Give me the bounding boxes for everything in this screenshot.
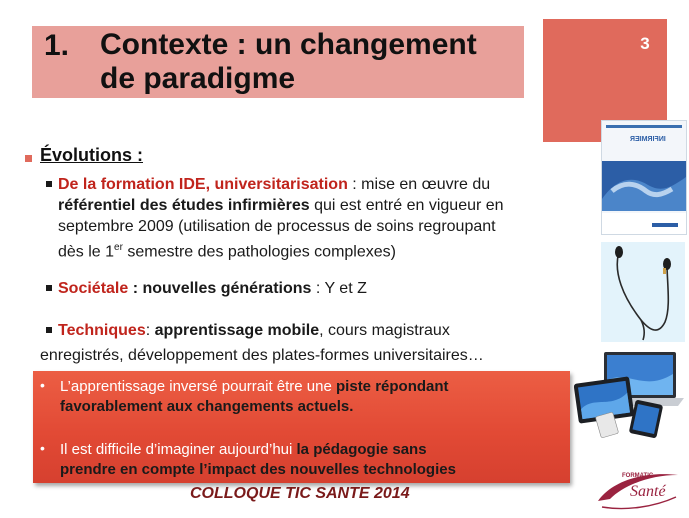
callout-item1-line2 — [60, 397, 353, 416]
callout-item1-line1 — [60, 377, 449, 396]
square-bullet-icon — [46, 327, 52, 333]
bullet3-colon: : — [145, 322, 155, 339]
formatic-sante-logo — [592, 467, 684, 513]
callout-item2-bold1: la pédagogie sans — [296, 441, 427, 458]
callout-item1-bold1: piste répondant — [336, 378, 449, 395]
bullet3-red-label: Techniques — [58, 322, 146, 339]
section-heading: Évolutions : — [40, 145, 143, 165]
bullet2-line — [58, 278, 367, 299]
earphones-image — [601, 242, 685, 342]
bullet2-red-label: Sociétale — [58, 280, 129, 297]
bullet1-line2 — [58, 195, 504, 216]
bullet1-line1 — [58, 174, 490, 195]
callout-item2-line2 — [60, 460, 456, 479]
bullet3-line2: enregistrés, développement des plates-formes universitaires… — [40, 347, 484, 364]
square-bullet-icon — [46, 181, 52, 187]
bullet1-line4 — [58, 237, 396, 262]
bullet1-line4-post: semestre des pathologies complexes) — [122, 243, 396, 261]
callout-item2-bold2: prendre en compte l’impact des nouvelles technologies — [60, 461, 456, 478]
laptop-tablet-phone-icon — [574, 350, 686, 438]
devices-image — [574, 350, 686, 438]
bullet3-rest: , cours magistraux — [319, 322, 450, 339]
callout-item1-pre: L’apprentissage inversé pourrait être une — [60, 378, 337, 395]
bullet2-rest: : Y et Z — [311, 280, 367, 297]
bullet1-line4-sup: er — [114, 242, 123, 253]
earphones-icon — [601, 242, 685, 342]
slide-title-line1: Contexte : un changement — [100, 28, 477, 61]
callout-bullet-icon: • — [40, 440, 45, 456]
callout-bullet-icon: • — [40, 377, 45, 393]
callout-item2-pre: Il est difficile d’imaginer aujourd’hui — [60, 441, 297, 458]
title-number: 1. — [44, 29, 70, 62]
square-bullet-icon — [25, 155, 32, 162]
bullet1-bold-label: référentiel des études infirmières — [58, 197, 310, 214]
bullet1-line3: septembre 2009 (utilisation de processus de soins regroupant — [58, 218, 496, 235]
slide-title — [100, 28, 520, 96]
bullet3-line1 — [58, 320, 450, 341]
book-title: INFIRMIER — [630, 136, 666, 143]
slide-title-line2: de paradigme — [100, 62, 296, 95]
bullet2-bold-label: : nouvelles générations — [128, 280, 312, 297]
callout-item1-bold2: favorablement aux changements actuels. — [60, 398, 354, 415]
logo-small-text: FORMATIC — [622, 473, 654, 479]
bullet3-bold-label: apprentissage mobile — [154, 322, 320, 339]
book-cover-image — [601, 120, 687, 235]
bullet1-line2-rest: qui est entré en vigueur en — [309, 197, 504, 214]
bullet1-red-label: De la formation IDE, universitarisation — [58, 176, 348, 193]
callout-item2-line1 — [60, 440, 427, 459]
square-bullet-icon — [46, 285, 52, 291]
page-number: 3 — [640, 34, 650, 53]
footer-text: COLLOQUE TIC SANTE 2014 — [190, 485, 410, 502]
bullet1-line1-rest: : mise en œuvre du — [347, 176, 491, 193]
bullet1-line4-pre: dès le 1 — [58, 243, 115, 261]
logo-big-text: Santé — [630, 483, 666, 500]
